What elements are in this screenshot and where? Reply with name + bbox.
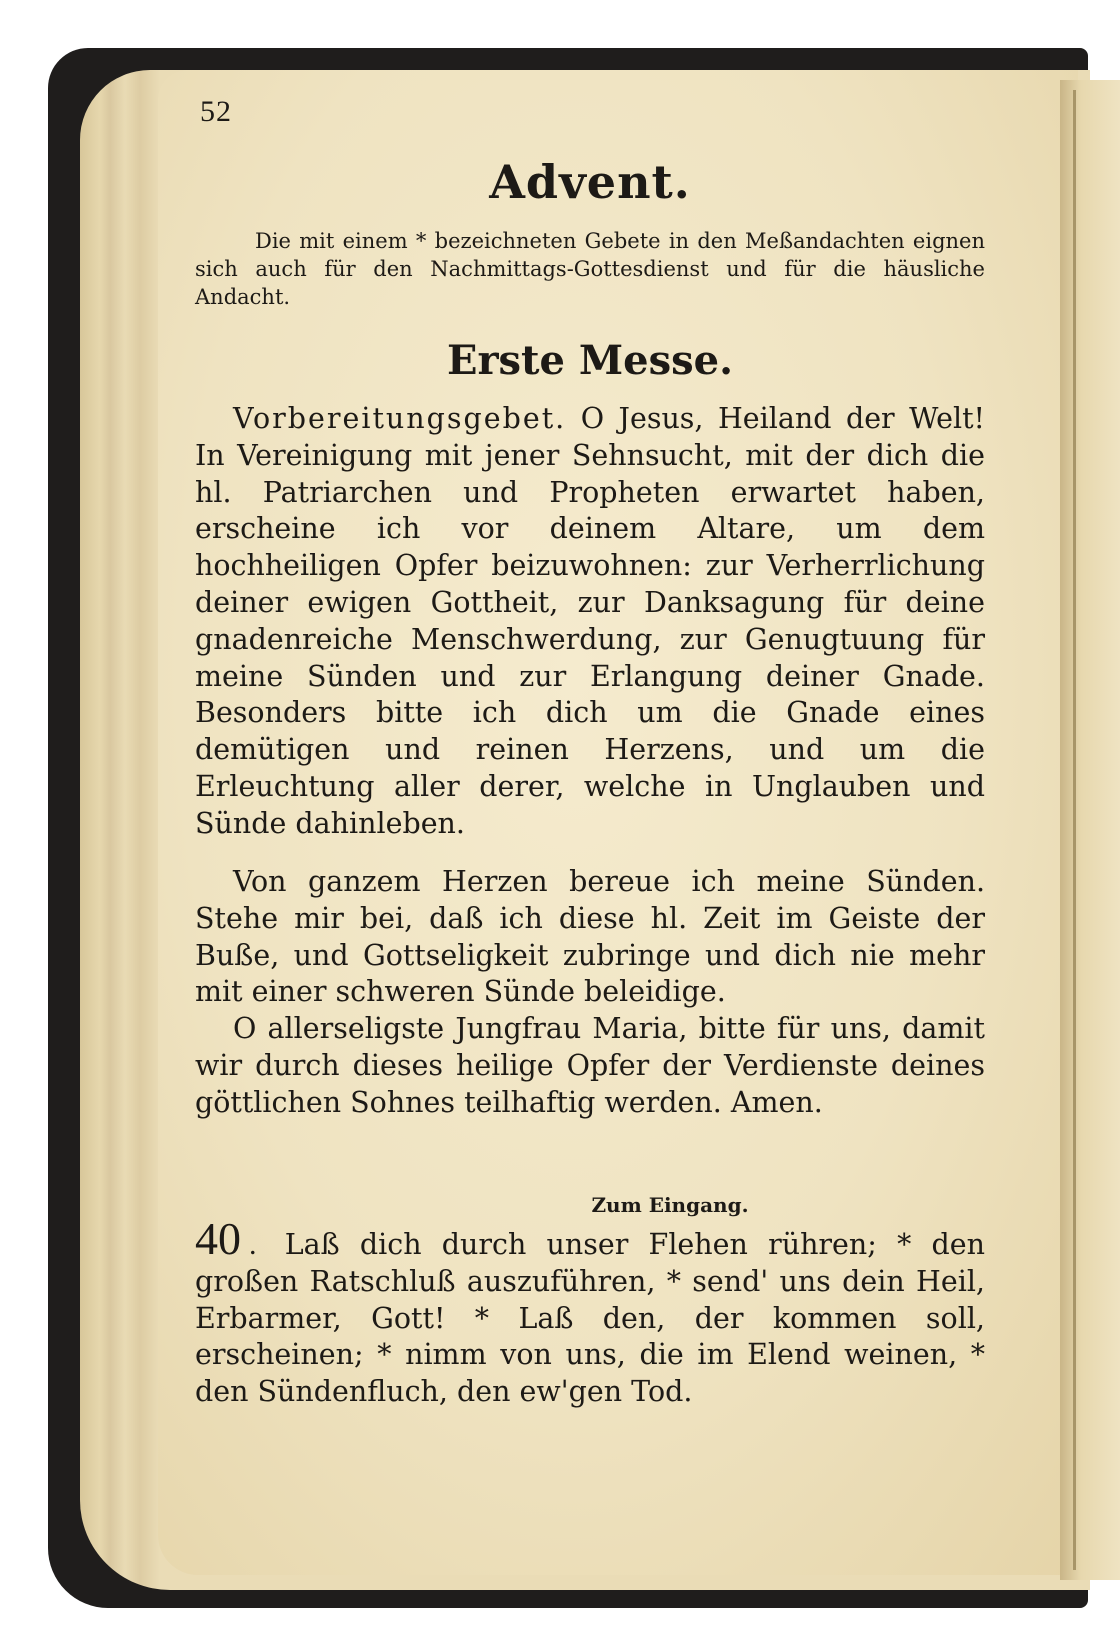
page-number: 52	[200, 95, 232, 128]
hymn-number-dot: .	[249, 1228, 257, 1261]
section-title: Advent.	[489, 155, 691, 209]
paragraph-contrition: Von ganzem Herzen bereue ich meine Sünden. Stehe mir bei, daß ich diese hl. Zeit im Geiste der Buße, und Gottseligkeit zubringe und dich nie mehr mit einer schweren Sünde beleidige.	[195, 865, 985, 1009]
section-note: Die mit einem * bezeichneten Gebete in den Meßandachten eignen sich auch für den Nachmittags-Gottesdienst und für die häusliche Andacht.	[195, 229, 985, 309]
paragraph-text: O Jesus, Heiland der Welt! In Vereinigung mit jener Sehnsucht, mit der dich die hl. Patriarchen und Propheten erwartet haben, erscheine ich vor deinem Altare, um dem hochheiligen Opfer beizuwohnen: zur Verherrlichung deiner ewigen Gottheit, zur Danksagung für deine gnadenreiche Menschwerdung, zur Genugtuung für meine Sünden und zur Erlangung deiner Gnade. Besonders bitte ich dich um die Gnade eines demütigen und reinen Herzens, und um die Erleuchtung aller derer, welche in Unglauben und Sünde dahinleben.	[195, 402, 985, 840]
hymn-heading: Zum Eingang.	[591, 1193, 749, 1217]
hymn-number: 40	[195, 1213, 241, 1264]
paragraph-lead: Vorbereitungsgebet.	[233, 402, 567, 435]
paragraph-preparation-prayer	[195, 401, 985, 843]
hymn-verse	[195, 1213, 985, 1411]
paragraph-marian-prayer: O allerseligste Jungfrau Maria, bitte für uns, damit wir durch dieses heilige Opfer der Verdienste deines göttlichen Sohnes teilhaftig werden. Amen.	[195, 1012, 985, 1119]
hymn-text: Laß dich durch unser Flehen rühren; * den großen Ratschluß auszuführen, * send' uns dein Heil, Erbarmer, Gott! * Laß den, der kommen soll, erscheinen; * nimm von uns, die im Elend weinen, * den Sündenfluch, den ew'gen Tod.	[195, 1228, 985, 1409]
mass-title: Erste Messe.	[446, 337, 734, 384]
gutter-fold	[1073, 90, 1076, 1570]
book-gutter	[1060, 80, 1120, 1580]
